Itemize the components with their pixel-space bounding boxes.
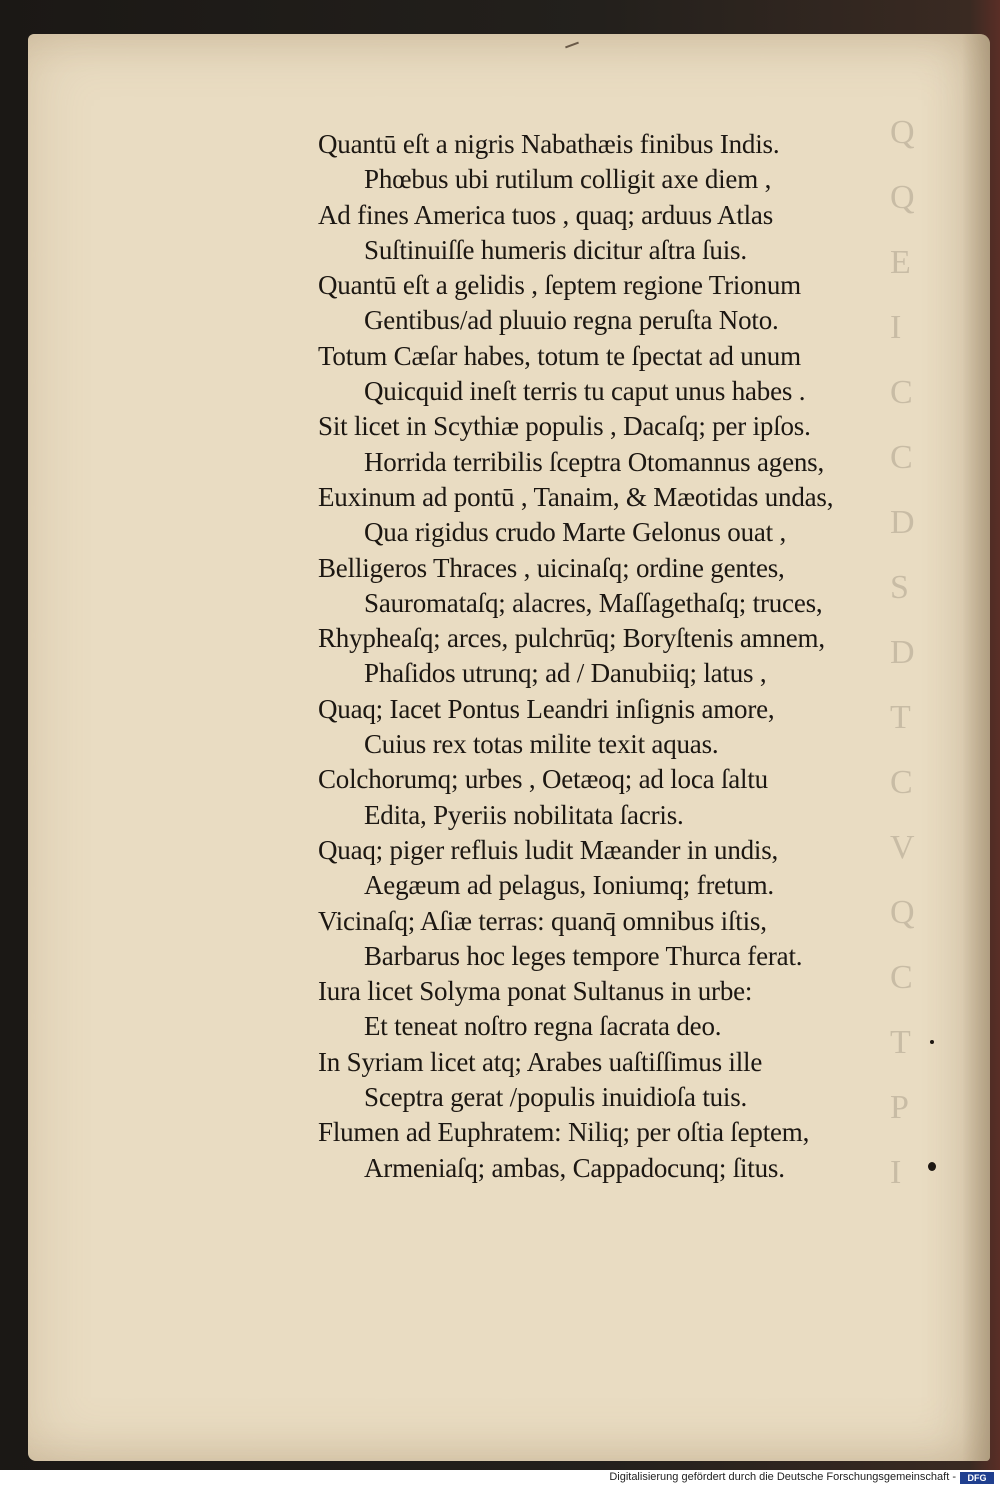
verse-line: Flumen ad Euphratem: Niliq; per oſtia ſeptem, [318, 1117, 810, 1148]
verse-line: Belligeros Thraces , uicinaſq; ordine gentes, [318, 552, 785, 583]
verse-line: Gentibus/ad pluuio regna peruſta Noto. [364, 305, 779, 336]
show-through-initials: Q Q E I C C D S D T C V Q C T P I [890, 114, 915, 1191]
verse-line: Phaſidos utrunq; ad / Danubiiq; latus , [364, 658, 767, 689]
page-edge-shadow [962, 34, 990, 1461]
verse-line: Iura licet Solyma ponat Sultanus in urbe: [318, 976, 753, 1007]
verse-line: Suſtinuiſſe humeris dicitur aſtra ſuis. [364, 234, 747, 265]
verse-line: Cuius rex totas milite texit aquas. [364, 729, 719, 760]
verse-line: Horrida terribilis ſceptra Otomannus agens, [364, 446, 825, 477]
verse-line: Et teneat noſtro regna ſacrata deo. [364, 1011, 722, 1042]
verse-line: Vicinaſq; Aſiæ terras: quanq̄ omnibus iſtis, [318, 905, 767, 936]
verse-line: Quantū eſt a gelidis , ſeptem regione Trionum [318, 270, 801, 301]
verse-line: Quaq; piger refluis ludit Mæander in undis, [318, 834, 779, 865]
funding-credit: Digitalisierung gefördert durch die Deutsche Forschungsgemeinschaft - [609, 1471, 956, 1483]
verse-line: Ad fines America tuos , quaq; arduus Atlas [318, 199, 774, 230]
verse-line: In Syriam licet atq; Arabes uaſtiſſimus ille [318, 1046, 763, 1077]
verse-line: Edita, Pyeriis nobilitata ſacris. [364, 799, 684, 830]
verse-line: Sauromataſq; alacres, Maſſagethaſq; truces, [364, 587, 823, 618]
verse-line: Phœbus ubi rutilum colligit axe diem , [364, 164, 772, 195]
verse-line: Aegæum ad pelagus, Ioniumq; fretum. [364, 870, 774, 901]
verse-line: Euxinum ad pontū , Tanaim, & Mæotidas undas, [318, 481, 834, 512]
verse-line: Quicquid ineſt terris tu caput unus habes . [364, 376, 806, 407]
verse-line: Sit licet in Scythiæ populis , Dacaſq; per ipſos. [318, 411, 811, 442]
dfg-logo: DFG [960, 1472, 994, 1484]
verse-line: Rhypheaſq; arces, pulchrūq; Boryſtenis amnem, [318, 623, 825, 654]
verse-line: Armeniaſq; ambas, Cappadocunq; ſitus. [364, 1152, 785, 1183]
verse-line: Quaq; Iacet Pontus Leandri inſignis amore, [318, 693, 775, 724]
verse-line: Sceptra gerat /populis inuidioſa tuis. [364, 1082, 748, 1113]
ink-speck [930, 1040, 934, 1044]
verse-line: Qua rigidus crudo Marte Gelonus ouat , [364, 517, 787, 548]
ink-dot [928, 1162, 936, 1171]
verse-block [318, 127, 898, 1186]
verse-line: Totum Cæſar habes, totum te ſpectat ad unum [318, 340, 801, 371]
verse-line: Quantū eſt a nigris Nabathæis finibus Indis. [318, 129, 780, 159]
verse-line: Colchorumq; urbes , Oetæoq; ad loca ſaltu [318, 764, 768, 795]
verse-line: Barbarus hoc leges tempore Thurca ferat. [364, 940, 803, 971]
footer-bar [0, 1470, 1000, 1487]
